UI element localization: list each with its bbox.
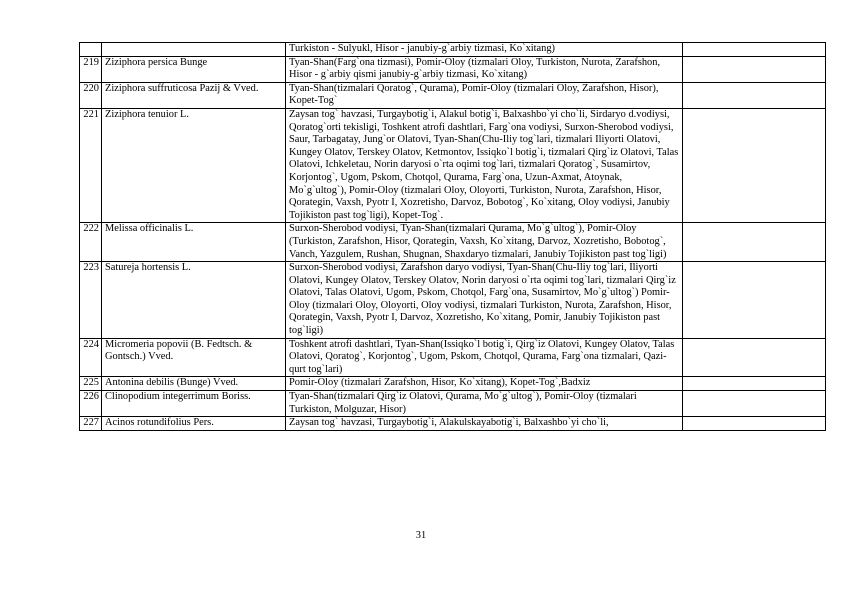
distribution-cell: Tyan-Shan(Farg`ona tizmasi), Pomir-Oloy (tizmalari Oloy, Turkiston, Nurota, Zarafshon, Hisor - g`arbiy qismi janubiy-g`arbiy tizmasi, Ko`xitang) xyxy=(286,56,683,82)
distribution-cell: Zaysan tog` havzasi, Turgaybotig`i, Alakul botig`i, Balxashbo`yi cho`li, Sirdaryo d.vodiysi, Qoratog`orti tekisligi, Toshkent atrofi dashtlari, Farg`ona vodiysi, Surxon-Sherobod vodiysi, Saur, Tarbagatay, Jung`or Olatovi, Tyan-Shan(Chu-Iliy tog`lari, tizmalari Iliyorti Olatovi, Kungey Olatov, Terskey Olatov, Ketmontov, Issiqko`l botig`i, tizmalari Qirg`iz Olatovi, Talas Olatovi, Ichkeletau, Norin daryosi o`rta oqimi tog`lari, tizmalari Qoratog`, Susamirtov, Korjontog`, Ugom, Pskom, Chotqol, Qurama, Farg`ona, Uzun-Axmat, Atoynak, Mo`g`ultog`), Pomir-Oloy (tizmalari Oloy, Oloyorti, Turkiston, Nurota, Zarafshon, Hisor, Qorategin, Vaxsh, Pyotr I, Xozretisho, Darvoz, Bobotog`, Ko`xitang, Oloy vodiysi, Janubiy Tojikiston past tog`ligi), Kopet-Tog`. xyxy=(286,108,683,222)
extra-cell xyxy=(683,82,826,108)
species-name-cell: Ziziphora persica Bunge xyxy=(102,56,286,82)
row-number-cell: 219 xyxy=(80,56,102,82)
row-number-cell: 225 xyxy=(80,377,102,391)
row-number-cell: 222 xyxy=(80,223,102,262)
species-name-cell: Satureja hortensis L. xyxy=(102,262,286,339)
species-name-cell: Micromeria popovii (B. Fedtsch. & Gontsch.) Vved. xyxy=(102,338,286,377)
distribution-cell: Surxon-Sherobod vodiysi, Zarafshon daryo vodiysi, Tyan-Shan(Chu-Iliy tog`lari, Iliyorti Olatovi, Kungey Olatov, Terskey Olatov, Norin daryosi o`rta oqimi tog`lari, tizmalari Qirg`iz Olatovi, Talas Olatovi, Ugom, Pskom, Chotqol, Farg`ona, Susamirtov, Mo`g`ultog`) Pomir-Oloy (tizmalari Oloy, Oloyorti, Oloy vodiysi, tizmalari Turkiston, Nurota, Zarafshon, Hisor, Qorategin, Vaxsh, Pyotr I, Darvoz, Xozretisho, Ko`xitang, Pomir, Janubiy Tojikiston past tog`ligi) xyxy=(286,262,683,339)
extra-cell xyxy=(683,377,826,391)
row-number-cell: 223 xyxy=(80,262,102,339)
distribution-cell: Surxon-Sherobod vodiysi, Tyan-Shan(tizmalari Qurama, Mo`g`ultog`), Pomir-Oloy (Turkiston, Zarafshon, Hisor, Qorategin, Vaxsh, Ko`xitang, Darvoz, Xozretisho, Bobotog`, Vanch, Yazgulem, Rushan, Shugnan, Shaxdaryo tizmalari, Janubiy Tojikiston past tog`ligi) xyxy=(286,223,683,262)
table-row xyxy=(80,108,826,222)
table-row xyxy=(80,43,826,57)
distribution-cell: Zaysan tog` havzasi, Turgaybotig`i, Alakulskayabotig`i, Balxashbo`yi cho`li, xyxy=(286,417,683,431)
extra-cell xyxy=(683,56,826,82)
table-row xyxy=(80,223,826,262)
species-distribution-table xyxy=(79,42,826,431)
species-name-cell xyxy=(102,43,286,57)
table-row xyxy=(80,338,826,377)
extra-cell xyxy=(683,223,826,262)
row-number-cell: 227 xyxy=(80,417,102,431)
species-name-cell: Melissa officinalis L. xyxy=(102,223,286,262)
distribution-cell: Tyan-Shan(tizmalari Qoratog`, Qurama), Pomir-Oloy (tizmalari Oloy, Zarafshon, Hisor), Kopet-Tog` xyxy=(286,82,683,108)
species-name-cell: Ziziphora tenuior L. xyxy=(102,108,286,222)
extra-cell xyxy=(683,338,826,377)
row-number-cell xyxy=(80,43,102,57)
species-name-cell: Clinopodium integerrimum Boriss. xyxy=(102,391,286,417)
table-row xyxy=(80,262,826,339)
species-name-cell: Antonina debilis (Bunge) Vved. xyxy=(102,377,286,391)
page-number: 31 xyxy=(415,530,427,541)
table-body xyxy=(80,43,826,431)
table-row xyxy=(80,391,826,417)
species-name-cell: Ziziphora suffruticosa Pazij & Vved. xyxy=(102,82,286,108)
table-row xyxy=(80,56,826,82)
distribution-cell: Turkiston - Sulyukl, Hisor - janubiy-g`arbiy tizmasi, Ko`xitang) xyxy=(286,43,683,57)
extra-cell xyxy=(683,108,826,222)
species-name-cell: Acinos rotundifolius Pers. xyxy=(102,417,286,431)
row-number-cell: 226 xyxy=(80,391,102,417)
row-number-cell: 221 xyxy=(80,108,102,222)
row-number-cell: 220 xyxy=(80,82,102,108)
extra-cell xyxy=(683,43,826,57)
row-number-cell: 224 xyxy=(80,338,102,377)
table-row xyxy=(80,377,826,391)
distribution-cell: Pomir-Oloy (tizmalari Zarafshon, Hisor, Ko`xitang), Kopet-Tog`,Badxiz xyxy=(286,377,683,391)
extra-cell xyxy=(683,417,826,431)
extra-cell xyxy=(683,391,826,417)
table-row xyxy=(80,417,826,431)
distribution-cell: Tyan-Shan(tizmalari Qirg`iz Olatovi, Qurama, Mo`g`ultog`), Pomir-Oloy (tizmalari Turkiston, Molguzar, Hisor) xyxy=(286,391,683,417)
extra-cell xyxy=(683,262,826,339)
distribution-cell: Toshkent atrofi dashtlari, Tyan-Shan(Issiqko`l botig`i, Qirg`iz Olatovi, Kungey Olatov, Talas Olatovi, Qoratog`, Korjontog`, Ugom, Pskom, Chotqol, Qurama, Farg`ona tizmalari, Qazi-qurt tog`lari) xyxy=(286,338,683,377)
table-row xyxy=(80,82,826,108)
